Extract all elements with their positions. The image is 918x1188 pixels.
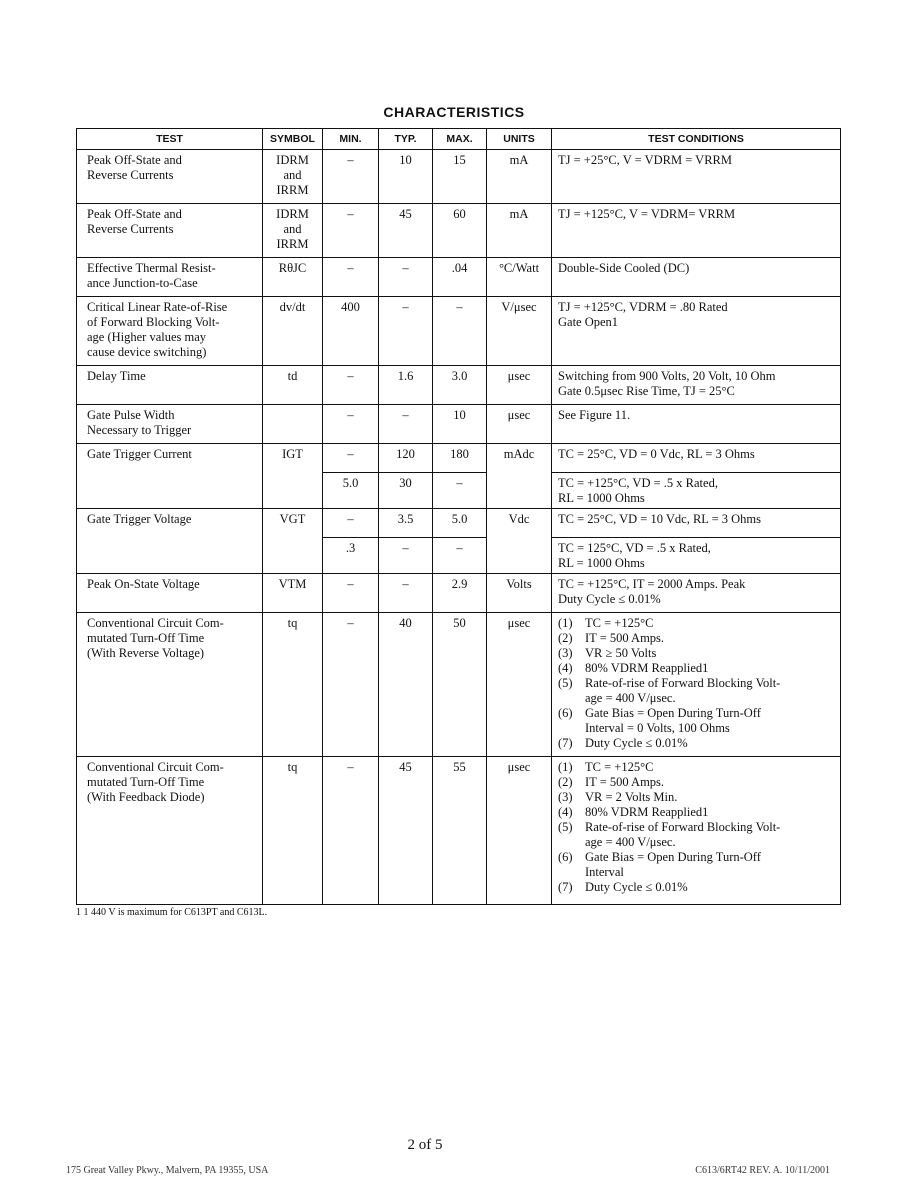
- symbol-cell: [263, 405, 323, 444]
- condition-number: (1): [558, 760, 573, 774]
- condition-line: [558, 706, 836, 721]
- condition-number: (4): [558, 661, 573, 675]
- typ-cell: 40: [379, 613, 433, 757]
- header-test-conditions: TEST CONDITIONS: [552, 129, 841, 150]
- test-name-cell: [77, 509, 263, 574]
- condition-line: Interval = 0 Volts, 100 Ohms: [585, 721, 730, 735]
- cell-line: RL = 1000 Ohms: [558, 491, 645, 505]
- cell-line: RθJC: [278, 261, 307, 275]
- cell-line: Duty Cycle ≤ 0.01%: [558, 592, 661, 606]
- footnote: 1 1 440 V is maximum for C613PT and C613L.: [76, 907, 268, 918]
- symbol-cell: [263, 444, 323, 509]
- condition-line: [558, 805, 836, 820]
- cell-line: tq: [287, 616, 298, 630]
- condition-line: [558, 820, 836, 835]
- cell-line: See Figure 11.: [558, 408, 631, 422]
- conditions-cell: [552, 757, 841, 905]
- cell-line: TC = +125°C, VD = .5 x Rated,: [558, 476, 718, 490]
- max-cell: 180: [433, 444, 487, 473]
- condition-text: TC = +125°C: [585, 616, 654, 630]
- cell-line: TC = +125°C, IT = 2000 Amps. Peak: [558, 577, 746, 591]
- cell-line: Conventional Circuit Com-: [87, 760, 224, 774]
- condition-text: 80% VDRM Reapplied1: [585, 805, 709, 819]
- typ-cell: –: [379, 574, 433, 613]
- conditions-cell: [552, 150, 841, 204]
- table-row: [77, 258, 841, 297]
- max-cell: 5.0: [433, 509, 487, 538]
- cell-line: mutated Turn-Off Time: [87, 631, 205, 645]
- table-row: [77, 757, 841, 905]
- cell-line: IRRM: [276, 237, 309, 251]
- units-cell: Volts: [487, 574, 552, 613]
- conditions-cell: [552, 444, 841, 473]
- symbol-cell: [263, 509, 323, 574]
- condition-number: (4): [558, 805, 573, 819]
- conditions-cell: [552, 473, 841, 509]
- min-cell: 400: [323, 297, 379, 366]
- typ-cell: 45: [379, 204, 433, 258]
- condition-number: (6): [558, 850, 573, 864]
- characteristics-table: [76, 128, 841, 905]
- conditions-cell: [552, 258, 841, 297]
- table-header-row: [77, 129, 841, 150]
- condition-text: IT = 500 Amps.: [585, 631, 665, 645]
- units-cell: °C/Watt: [487, 258, 552, 297]
- cell-line: of Forward Blocking Volt-: [87, 315, 220, 329]
- condition-text: Rate-of-rise of Forward Blocking Volt-: [585, 676, 781, 690]
- condition-number: (5): [558, 676, 573, 690]
- typ-cell: –: [379, 258, 433, 297]
- table-row: [77, 444, 841, 473]
- min-cell: 5.0: [323, 473, 379, 509]
- condition-line: [558, 631, 836, 646]
- condition-number: (3): [558, 646, 573, 660]
- symbol-cell: [263, 366, 323, 405]
- condition-line: [558, 616, 836, 631]
- typ-cell: 3.5: [379, 509, 433, 538]
- typ-cell: –: [379, 297, 433, 366]
- condition-line: age = 400 V/μsec.: [585, 835, 676, 849]
- cell-line: Critical Linear Rate-of-Rise: [87, 300, 228, 314]
- typ-cell: 45: [379, 757, 433, 905]
- cell-line: Switching from 900 Volts, 20 Volt, 10 Ohm: [558, 369, 776, 383]
- min-cell: –: [323, 613, 379, 757]
- table-row: [77, 613, 841, 757]
- cell-line: (With Reverse Voltage): [87, 646, 205, 660]
- cell-line: Peak Off-State and: [87, 153, 182, 167]
- condition-text: Gate Bias = Open During Turn-Off: [585, 706, 761, 720]
- cell-line: dv/dt: [279, 300, 306, 314]
- max-cell: 10: [433, 405, 487, 444]
- cell-line: Reverse Currents: [87, 222, 174, 236]
- cell-line: Gate Pulse Width: [87, 408, 175, 422]
- condition-number: (7): [558, 736, 573, 750]
- table-row: [77, 204, 841, 258]
- condition-line: age = 400 V/μsec.: [585, 691, 676, 705]
- page-title: CHARACTERISTICS: [383, 104, 525, 120]
- units-cell: μsec: [487, 366, 552, 405]
- cell-line: and: [283, 222, 302, 236]
- condition-line: [558, 790, 836, 805]
- cell-line: TJ = +125°C, VDRM = .80 Rated: [558, 300, 728, 314]
- footer-address: 175 Great Valley Pkwy., Malvern, PA 19355, USA: [66, 1165, 269, 1176]
- test-name-cell: [77, 150, 263, 204]
- cell-line: Gate Trigger Current: [87, 447, 192, 461]
- symbol-cell: [263, 297, 323, 366]
- cell-line: TC = 125°C, VD = .5 x Rated,: [558, 541, 711, 555]
- cell-line: Peak On-State Voltage: [87, 577, 200, 591]
- min-cell: –: [323, 574, 379, 613]
- condition-number: (7): [558, 880, 573, 894]
- condition-text: VR ≥ 50 Volts: [585, 646, 657, 660]
- max-cell: .04: [433, 258, 487, 297]
- min-cell: –: [323, 204, 379, 258]
- page-number: 2 of 5: [407, 1137, 443, 1153]
- condition-line: [558, 736, 836, 751]
- condition-number: (6): [558, 706, 573, 720]
- table-row: [77, 150, 841, 204]
- typ-cell: 10: [379, 150, 433, 204]
- test-name-cell: [77, 444, 263, 509]
- condition-line: [558, 676, 836, 691]
- conditions-cell: [552, 204, 841, 258]
- condition-number: (2): [558, 775, 573, 789]
- test-name-cell: [77, 204, 263, 258]
- condition-text: Gate Bias = Open During Turn-Off: [585, 850, 761, 864]
- max-cell: 60: [433, 204, 487, 258]
- cell-line: age (Higher values may: [87, 330, 207, 344]
- cell-line: Double-Side Cooled (DC): [558, 261, 690, 275]
- header-min: MIN.: [323, 129, 379, 150]
- cell-line: ance Junction-to-Case: [87, 276, 198, 290]
- condition-text: 80% VDRM Reapplied1: [585, 661, 709, 675]
- cell-line: Delay Time: [87, 369, 146, 383]
- cell-line: tq: [287, 760, 298, 774]
- min-cell: –: [323, 366, 379, 405]
- cell-line: Gate 0.5μsec Rise Time, TJ = 25°C: [558, 384, 735, 398]
- typ-cell: –: [379, 405, 433, 444]
- min-cell: .3: [323, 538, 379, 574]
- header-symbol: SYMBOL: [263, 129, 323, 150]
- units-cell: V/μsec: [487, 297, 552, 366]
- max-cell: –: [433, 297, 487, 366]
- table-row: [77, 366, 841, 405]
- max-cell: 50: [433, 613, 487, 757]
- conditions-cell: [552, 574, 841, 613]
- table-body: [77, 150, 841, 905]
- symbol-cell: [263, 150, 323, 204]
- condition-line: [558, 760, 836, 775]
- condition-line: [558, 646, 836, 661]
- condition-line: [558, 775, 836, 790]
- test-name-cell: [77, 405, 263, 444]
- condition-number: (5): [558, 820, 573, 834]
- test-name-cell: [77, 297, 263, 366]
- test-name-cell: [77, 574, 263, 613]
- test-name-cell: [77, 258, 263, 297]
- cell-line: Gate Trigger Voltage: [87, 512, 192, 526]
- cell-line: TJ = +25°C, V = VDRM = VRRM: [558, 153, 732, 167]
- max-cell: 2.9: [433, 574, 487, 613]
- table-row: [77, 509, 841, 538]
- cell-line: cause device switching): [87, 345, 207, 359]
- conditions-cell: [552, 405, 841, 444]
- symbol-cell: [263, 613, 323, 757]
- cell-line: Necessary to Trigger: [87, 423, 192, 437]
- units-cell: mAdc: [487, 444, 552, 509]
- conditions-cell: [552, 538, 841, 574]
- typ-cell: 30: [379, 473, 433, 509]
- units-cell: μsec: [487, 757, 552, 905]
- min-cell: –: [323, 258, 379, 297]
- conditions-cell: [552, 366, 841, 405]
- conditions-cell: [552, 297, 841, 366]
- symbol-cell: [263, 204, 323, 258]
- condition-line: Interval: [585, 865, 624, 879]
- units-cell: μsec: [487, 613, 552, 757]
- cell-line: mutated Turn-Off Time: [87, 775, 205, 789]
- cell-line: TJ = +125°C, V = VDRM= VRRM: [558, 207, 736, 221]
- typ-cell: –: [379, 538, 433, 574]
- cell-line: (With Feedback Diode): [87, 790, 205, 804]
- cell-line: Peak Off-State and: [87, 207, 182, 221]
- conditions-cell: [552, 613, 841, 757]
- condition-line: [558, 850, 836, 865]
- cell-line: td: [287, 369, 298, 383]
- condition-line: [558, 661, 836, 676]
- condition-text: IT = 500 Amps.: [585, 775, 665, 789]
- min-cell: –: [323, 757, 379, 905]
- condition-line: [558, 880, 836, 895]
- condition-text: TC = +125°C: [585, 760, 654, 774]
- cell-line: RL = 1000 Ohms: [558, 556, 645, 570]
- cell-line: Reverse Currents: [87, 168, 174, 182]
- condition-number: (1): [558, 616, 573, 630]
- units-cell: Vdc: [487, 509, 552, 574]
- cell-line: VTM: [278, 577, 307, 591]
- min-cell: –: [323, 509, 379, 538]
- units-cell: mA: [487, 150, 552, 204]
- condition-number: (3): [558, 790, 573, 804]
- header-units: UNITS: [487, 129, 552, 150]
- condition-number: (2): [558, 631, 573, 645]
- cell-line: IDRM: [276, 207, 309, 221]
- symbol-cell: [263, 757, 323, 905]
- cell-line: IDRM: [276, 153, 309, 167]
- conditions-cell: [552, 509, 841, 538]
- max-cell: 15: [433, 150, 487, 204]
- units-cell: mA: [487, 204, 552, 258]
- max-cell: –: [433, 538, 487, 574]
- table-row: [77, 297, 841, 366]
- units-cell: μsec: [487, 405, 552, 444]
- test-name-cell: [77, 613, 263, 757]
- max-cell: 55: [433, 757, 487, 905]
- cell-line: IGT: [282, 447, 303, 461]
- test-name-cell: [77, 757, 263, 905]
- test-name-cell: [77, 366, 263, 405]
- symbol-cell: [263, 258, 323, 297]
- max-cell: –: [433, 473, 487, 509]
- table-row: [77, 405, 841, 444]
- cell-line: and: [283, 168, 302, 182]
- max-cell: 3.0: [433, 366, 487, 405]
- cell-line: TC = 25°C, VD = 10 Vdc, RL = 3 Ohms: [558, 512, 762, 526]
- condition-text: VR = 2 Volts Min.: [585, 790, 678, 804]
- header-typ: TYP.: [379, 129, 433, 150]
- min-cell: –: [323, 405, 379, 444]
- header-test: TEST: [77, 129, 263, 150]
- table-row: [77, 574, 841, 613]
- cell-line: IRRM: [276, 183, 309, 197]
- cell-line: Gate Open1: [558, 315, 619, 329]
- typ-cell: 1.6: [379, 366, 433, 405]
- footer-document-id: C613/6RT42 REV. A. 10/11/2001: [695, 1165, 830, 1176]
- condition-text: Duty Cycle ≤ 0.01%: [585, 736, 688, 750]
- cell-line: TC = 25°C, VD = 0 Vdc, RL = 3 Ohms: [558, 447, 755, 461]
- condition-text: Duty Cycle ≤ 0.01%: [585, 880, 688, 894]
- condition-text: Rate-of-rise of Forward Blocking Volt-: [585, 820, 781, 834]
- min-cell: –: [323, 444, 379, 473]
- typ-cell: 120: [379, 444, 433, 473]
- min-cell: –: [323, 150, 379, 204]
- header-max: MAX.: [433, 129, 487, 150]
- cell-line: Conventional Circuit Com-: [87, 616, 224, 630]
- symbol-cell: [263, 574, 323, 613]
- cell-line: VGT: [279, 512, 306, 526]
- cell-line: Effective Thermal Resist-: [87, 261, 216, 275]
